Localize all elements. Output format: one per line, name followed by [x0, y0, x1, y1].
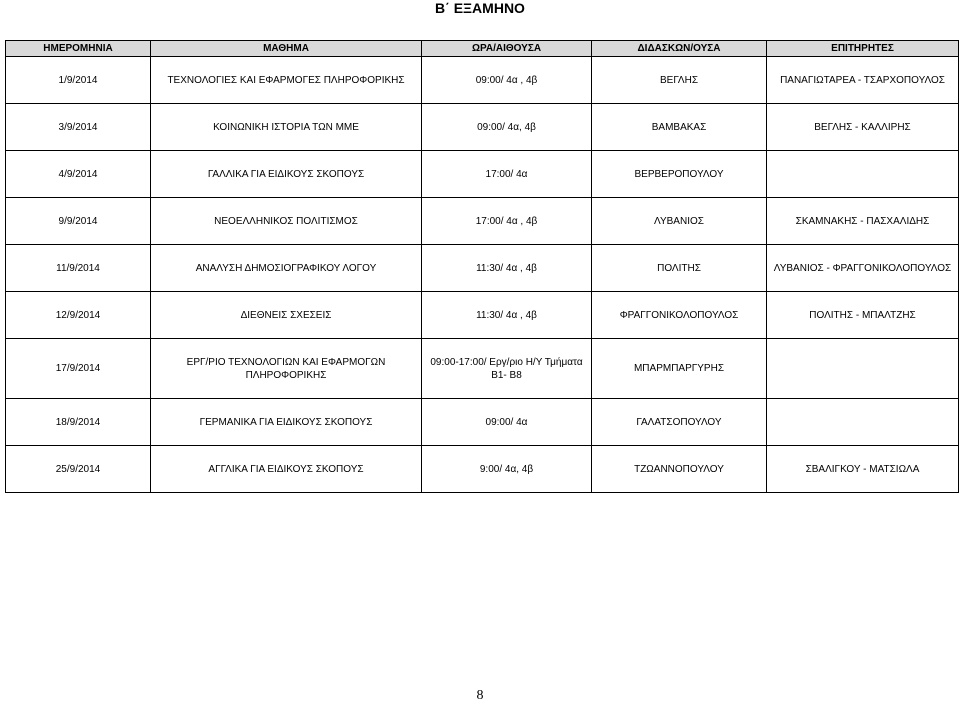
column-header-course: ΜΑΘΗΜΑ — [151, 41, 422, 57]
cell-time: 09:00/ 4α — [422, 399, 592, 446]
cell-date: 17/9/2014 — [6, 339, 151, 399]
cell-time: 09:00-17:00/ Εργ/ριο Η/Υ Τμήματα Β1- Β8 — [422, 339, 592, 399]
column-header-teacher: ΔΙΔΑΣΚΩΝ/ΟΥΣΑ — [592, 41, 767, 57]
cell-time: 11:30/ 4α , 4β — [422, 245, 592, 292]
cell-course: ΔΙΕΘΝΕΙΣ ΣΧΕΣΕΙΣ — [151, 292, 422, 339]
cell-date: 11/9/2014 — [6, 245, 151, 292]
cell-course: ΓΕΡΜΑΝΙΚΑ ΓΙΑ ΕΙΔΙΚΟΥΣ ΣΚΟΠΟΥΣ — [151, 399, 422, 446]
cell-supervisors: ΠΟΛΙΤΗΣ - ΜΠΑΛΤΖΗΣ — [767, 292, 959, 339]
exam-schedule-table — [5, 40, 959, 493]
cell-course: ΕΡΓ/ΡΙΟ ΤΕΧΝΟΛΟΓΙΩΝ ΚΑΙ ΕΦΑΡΜΟΓΩΝ ΠΛΗΡΟΦΟΡΙΚΗΣ — [151, 339, 422, 399]
cell-supervisors: ΒΕΓΛΗΣ - ΚΑΛΛΙΡΗΣ — [767, 104, 959, 151]
cell-date: 4/9/2014 — [6, 151, 151, 198]
cell-supervisors — [767, 399, 959, 446]
cell-supervisors: ΠΑΝΑΓΙΩΤΑΡΕΑ - ΤΣΑΡΧΟΠΟΥΛΟΣ — [767, 57, 959, 104]
table-row — [6, 399, 959, 446]
column-header-date: ΗΜΕΡΟΜΗΝΙΑ — [6, 41, 151, 57]
cell-course: ΚΟΙΝΩΝΙΚΗ ΙΣΤΟΡΙΑ ΤΩΝ ΜΜΕ — [151, 104, 422, 151]
page-title: Β΄ ΕΞΑΜΗΝΟ — [435, 0, 525, 16]
cell-supervisors — [767, 151, 959, 198]
cell-course: ΓΑΛΛΙΚΑ ΓΙΑ ΕΙΔΙΚΟΥΣ ΣΚΟΠΟΥΣ — [151, 151, 422, 198]
cell-teacher: ΦΡΑΓΓΟΝΙΚΟΛΟΠΟΥΛΟΣ — [592, 292, 767, 339]
cell-date: 9/9/2014 — [6, 198, 151, 245]
cell-supervisors: ΣΚΑΜΝΑΚΗΣ - ΠΑΣΧΑΛΙΔΗΣ — [767, 198, 959, 245]
column-header-supervisors: ΕΠΙΤΗΡΗΤΕΣ — [767, 41, 959, 57]
cell-teacher: ΜΠΑΡΜΠΑΡΓΥΡΗΣ — [592, 339, 767, 399]
cell-teacher: ΛΥΒΑΝΙΟΣ — [592, 198, 767, 245]
cell-time: 11:30/ 4α , 4β — [422, 292, 592, 339]
cell-teacher: ΒΕΡΒΕΡΟΠΟΥΛΟΥ — [592, 151, 767, 198]
table-row — [6, 446, 959, 493]
cell-supervisors: ΛΥΒΑΝΙΟΣ - ΦΡΑΓΓΟΝΙΚΟΛΟΠΟΥΛΟΣ — [767, 245, 959, 292]
table-header-row — [6, 41, 959, 57]
cell-course: ΝΕΟΕΛΛΗΝΙΚΟΣ ΠΟΛΙΤΙΣΜΟΣ — [151, 198, 422, 245]
cell-course: ΑΓΓΛΙΚΑ ΓΙΑ ΕΙΔΙΚΟΥΣ ΣΚΟΠΟΥΣ — [151, 446, 422, 493]
cell-time: 9:00/ 4α, 4β — [422, 446, 592, 493]
cell-date: 3/9/2014 — [6, 104, 151, 151]
table-row — [6, 104, 959, 151]
cell-date: 25/9/2014 — [6, 446, 151, 493]
cell-supervisors: ΣΒΑΛΙΓΚΟΥ - ΜΑΤΣΙΩΛΑ — [767, 446, 959, 493]
cell-course: ΑΝΑΛΥΣΗ ΔΗΜΟΣΙΟΓΡΑΦΙΚΟΥ ΛΟΓΟΥ — [151, 245, 422, 292]
table-row — [6, 57, 959, 104]
column-header-time-room: ΩΡΑ/ΑΙΘΟΥΣΑ — [422, 41, 592, 57]
page-number: 8 — [476, 688, 484, 703]
table-row — [6, 151, 959, 198]
cell-teacher: ΤΖΩΑΝΝΟΠΟΥΛΟΥ — [592, 446, 767, 493]
cell-course: ΤΕΧΝΟΛΟΓΙΕΣ ΚΑΙ ΕΦΑΡΜΟΓΕΣ ΠΛΗΡΟΦΟΡΙΚΗΣ — [151, 57, 422, 104]
cell-time: 17:00/ 4α — [422, 151, 592, 198]
table-row — [6, 292, 959, 339]
table-row — [6, 339, 959, 399]
cell-date: 18/9/2014 — [6, 399, 151, 446]
cell-teacher: ΠΟΛΙΤΗΣ — [592, 245, 767, 292]
cell-teacher: ΒΑΜΒΑΚΑΣ — [592, 104, 767, 151]
cell-supervisors — [767, 339, 959, 399]
table-row — [6, 198, 959, 245]
cell-date: 12/9/2014 — [6, 292, 151, 339]
cell-date: 1/9/2014 — [6, 57, 151, 104]
cell-time: 17:00/ 4α , 4β — [422, 198, 592, 245]
cell-time: 09:00/ 4α, 4β — [422, 104, 592, 151]
table-row — [6, 245, 959, 292]
cell-teacher: ΓΑΛΑΤΣΟΠΟΥΛΟΥ — [592, 399, 767, 446]
cell-teacher: ΒΕΓΛΗΣ — [592, 57, 767, 104]
cell-time: 09:00/ 4α , 4β — [422, 57, 592, 104]
